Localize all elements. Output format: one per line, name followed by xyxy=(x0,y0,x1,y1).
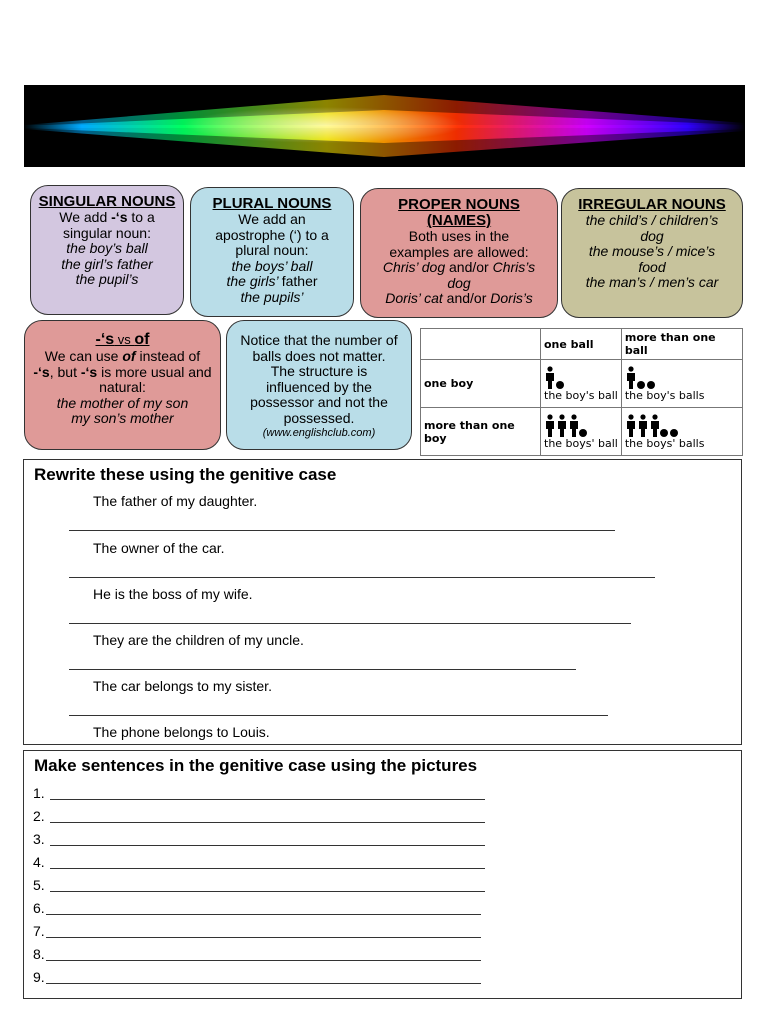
table-caption: the boy's balls xyxy=(624,388,705,402)
s-vs-of-rule: We can use of instead of xyxy=(44,348,201,364)
column-header-many-balls: more than one ball xyxy=(621,329,742,360)
one-boy-many-balls-picture xyxy=(625,366,739,390)
s-vs-of-title: -‘s vs of xyxy=(95,331,150,348)
many-boys-many-balls-picture xyxy=(625,414,739,438)
proper-example: Doris’ cat and/or Doris’s xyxy=(385,290,533,306)
exercise-sentence: They are the children of my uncle. xyxy=(93,632,304,648)
answer-line[interactable] xyxy=(50,891,485,892)
plural-nouns-box xyxy=(190,187,354,317)
row-header-many-boys: more than one boy xyxy=(421,408,541,456)
item-number: 9. xyxy=(33,969,45,985)
s-vs-of-box xyxy=(24,320,221,450)
answer-line[interactable] xyxy=(69,669,576,670)
header-banner-image xyxy=(24,85,745,167)
plural-rule: We add an apostrophe (‘) to a plural noun: xyxy=(215,211,329,258)
exercise-sentence: The owner of the car. xyxy=(93,540,225,556)
item-number: 4. xyxy=(33,854,45,870)
one-boy-one-ball-picture xyxy=(544,366,618,390)
item-number: 8. xyxy=(33,946,45,962)
answer-line[interactable] xyxy=(50,822,485,823)
table-cell xyxy=(541,360,622,408)
s-vs-of-example: my son’s mother xyxy=(71,410,174,426)
item-number: 6. xyxy=(33,900,45,916)
proper-example: Chris’ dog and/or Chris’s dog xyxy=(382,259,536,291)
singular-nouns-title: SINGULAR NOUNS xyxy=(38,193,176,210)
answer-line[interactable] xyxy=(50,868,485,869)
item-number: 3. xyxy=(33,831,45,847)
proper-nouns-box xyxy=(360,188,558,318)
answer-line[interactable] xyxy=(50,799,485,800)
rewrite-exercise-section xyxy=(23,459,742,745)
rewrite-exercise-title: Rewrite these using the genitive case xyxy=(34,465,337,484)
table-cell xyxy=(621,360,742,408)
answer-line[interactable] xyxy=(46,983,481,984)
row-header-one-boy: one boy xyxy=(421,360,541,408)
proper-rule: Both uses in the examples are allowed: xyxy=(389,228,529,260)
notice-box xyxy=(226,320,412,450)
irregular-nouns-title: IRREGULAR NOUNS xyxy=(578,196,726,213)
singular-example: the pupil’s xyxy=(75,271,139,287)
irregular-example: the man’s / men’s car xyxy=(585,274,719,290)
answer-line[interactable] xyxy=(69,530,615,531)
notice-text: Notice that the number of balls does not matter. The structure is influenced by the possessor and not the possessed. xyxy=(240,332,398,426)
plural-example: the boys’ ball xyxy=(231,257,313,274)
proper-nouns-title: PROPER NOUNS (NAMES) xyxy=(398,196,520,229)
exercise-sentence: He is the boss of my wife. xyxy=(93,586,253,602)
answer-line[interactable] xyxy=(69,715,608,716)
answer-line[interactable] xyxy=(46,960,481,961)
item-number: 5. xyxy=(33,877,45,893)
table-cell xyxy=(541,408,622,456)
table-caption: the boys' balls xyxy=(624,436,705,450)
irregular-example: the mouse’s / mice’s food xyxy=(588,243,716,275)
table-caption: the boy's ball xyxy=(544,388,618,402)
item-number: 2. xyxy=(33,808,45,824)
picture-sentences-title: Make sentences in the genitive case using the pictures xyxy=(34,756,478,775)
exercise-sentence: The car belongs to my sister. xyxy=(93,678,272,694)
table-caption: the boys' ball xyxy=(544,436,618,450)
exercise-sentence: The phone belongs to Louis. xyxy=(93,724,270,740)
answer-line[interactable] xyxy=(46,937,481,938)
answer-line[interactable] xyxy=(69,623,631,624)
exercise-sentence: The father of my daughter. xyxy=(93,493,258,509)
singular-example: the girl’s father xyxy=(61,255,153,272)
table-corner-cell xyxy=(421,329,541,360)
s-vs-of-example: the mother of my son xyxy=(56,394,189,411)
notice-source: (www.englishclub.com) xyxy=(262,427,376,439)
column-header-one-ball: one ball xyxy=(541,329,622,360)
item-number: 1. xyxy=(33,785,45,801)
item-number: 7. xyxy=(33,923,45,939)
singular-rule: We add -‘s to a singular noun: xyxy=(59,209,155,241)
singular-nouns-box xyxy=(30,185,184,315)
answer-line[interactable] xyxy=(69,577,655,578)
irregular-nouns-box xyxy=(561,188,743,318)
singular-example: the boy’s ball xyxy=(66,240,148,256)
picture-sentences-section xyxy=(23,750,742,999)
answer-line[interactable] xyxy=(46,914,481,915)
plural-example: the pupils’ xyxy=(240,288,304,305)
table-cell xyxy=(621,408,742,456)
genitive-table xyxy=(420,328,743,456)
plural-example: the girls’ father xyxy=(226,273,318,289)
many-boys-one-ball-picture xyxy=(544,414,618,438)
plural-nouns-title: PLURAL NOUNS xyxy=(212,195,332,212)
irregular-example: the child’s / children’s dog xyxy=(585,212,719,244)
answer-line[interactable] xyxy=(50,845,485,846)
s-vs-of-rule: -‘s, but -‘s is more usual and natural: xyxy=(33,363,212,395)
